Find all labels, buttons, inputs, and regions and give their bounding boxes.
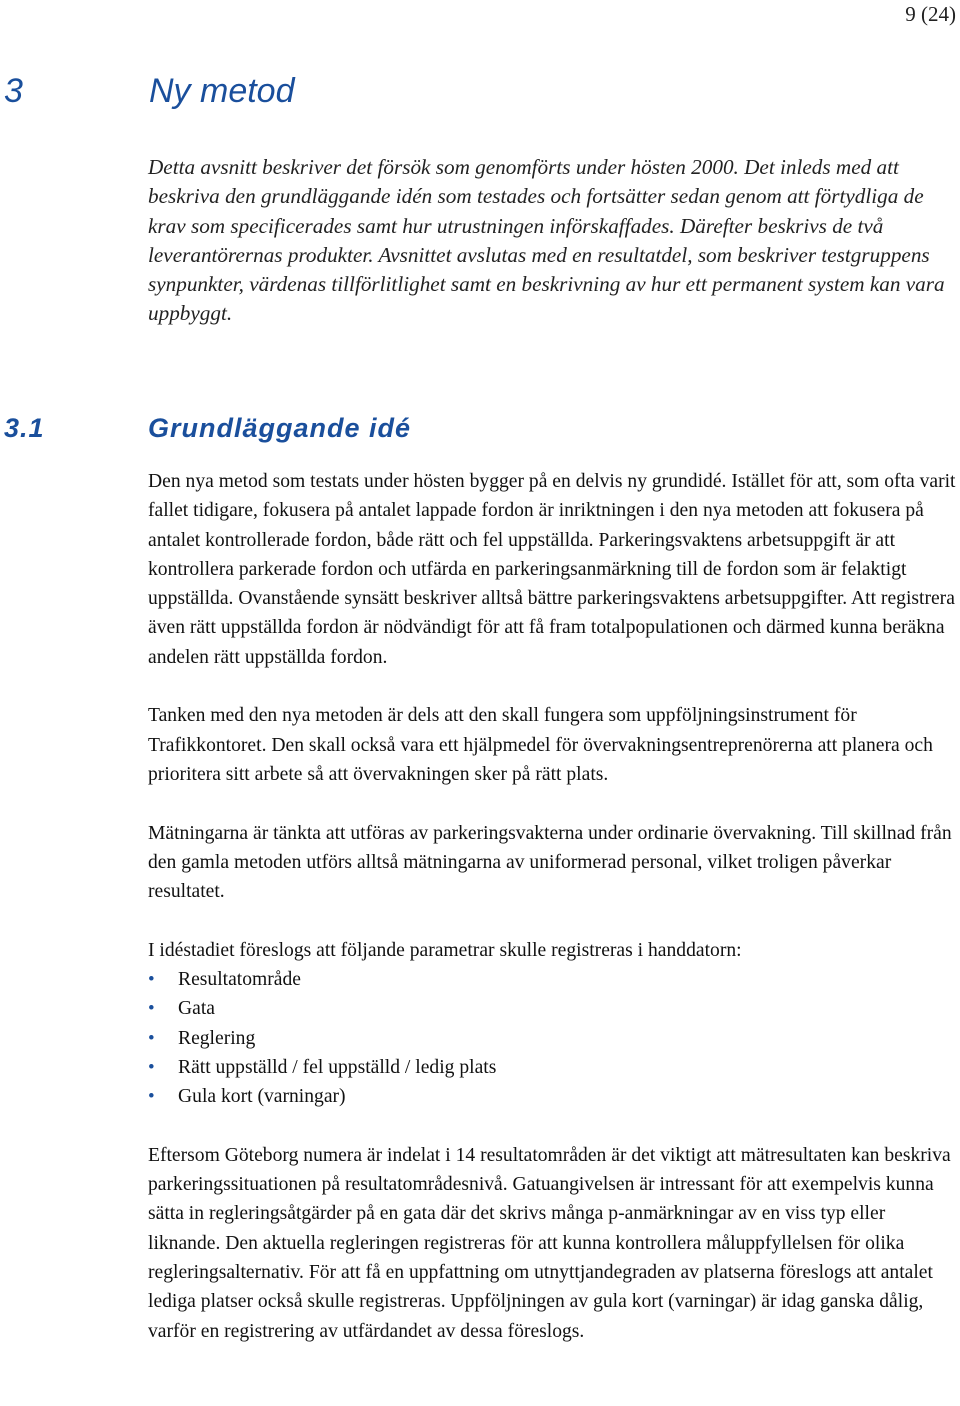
paragraph-parameters-intro: I idéstadiet föreslogs att följande parametrar skulle registreras i handdatorn: (148, 939, 742, 961)
list-item-label: Gata (178, 998, 215, 1020)
list-item (148, 1024, 960, 1053)
page-number: 9 (24) (905, 2, 956, 26)
list-item-label: Resultatområde (178, 969, 301, 991)
paragraph-purpose: Tanken med den nya metoden är dels att den skall fungera som uppföljningsinstrument för Trafikkontoret. Den skall också vara ett hjälpmedel för övervakningsentreprenörerna att planera och prioritera sitt arbete så att övervakningen sker på rätt plats. (148, 705, 933, 785)
bullet-icon: • (148, 998, 155, 1020)
list-item-label: Reglering (178, 1027, 256, 1049)
section-title: Ny metod (149, 72, 295, 110)
bullet-icon: • (148, 1056, 155, 1078)
list-item-label: Gula kort (varningar) (178, 1086, 346, 1108)
section-number: 3 (4, 72, 23, 110)
bullet-icon: • (148, 1086, 155, 1108)
list-item-label: Rätt uppställd / fel uppställd / ledig plats (178, 1056, 497, 1078)
bullet-icon: • (148, 1027, 155, 1049)
section-intro: Detta avsnitt beskriver det försök som genomförts under hösten 2000. Det inleds med att beskriva den grundläggande idén som testades och fortsätter sedan genom att förtydliga de krav som specificerades samt hur utrustningen införskaffades. Därefter beskrivs de två leverantörernas produkter. Avsnittet avslutas med en resultatdel, som beskriver testgruppens synpunkter, värdenas tillförlitlighet samt en beskrivning av hur ett permanent system kan vara uppbyggt. (148, 155, 945, 326)
subsection-title: Grundläggande idé (148, 413, 412, 443)
subsection-body (148, 467, 960, 1375)
list-item (148, 965, 960, 994)
list-item (148, 1082, 960, 1111)
list-item (148, 1053, 960, 1082)
paragraph-basic-idea: Den nya metod som testats under hösten bygger på en delvis ny grundidé. Istället för att, som ofta varit fallet tidigare, fokusera på antalet lappade fordon är inriktningen i den nya metoden att fokusera på antalet kontrollerade fordon, både rätt och fel uppställda. Parkeringsvaktens arbetsuppgift är att kontrollera parkerade fordon och utfärda en parkeringsanmärkning till de fordon som är felaktigt uppställda. Ovanstående synsätt beskriver alltså bättre parkeringsvaktens arbetsuppgifter. Att registrera även rätt uppställda fordon är nödvändigt för att få fram totalpopulationen och därmed kunna beräkna andelen rätt uppställda fordon. (148, 471, 956, 668)
subsection-number: 3.1 (4, 413, 45, 443)
parameter-list (148, 965, 960, 1111)
bullet-icon: • (148, 969, 155, 991)
section-heading (4, 72, 704, 111)
list-item (148, 994, 960, 1023)
paragraph-measurement: Mätningarna är tänkta att utföras av parkeringsvakterna under ordinarie övervakning. Till skillnad från den gamla metoden utförs alltså mätningarna av uniformerad personal, vilket troligen påverkar resultatet. (148, 822, 952, 903)
subsection-heading (4, 413, 704, 444)
paragraph-result-areas: Eftersom Göteborg numera är indelat i 14 resultatområden är det viktigt att mätresultaten kan beskriva parkeringssituationen på resultatområdesnivå. Gatuangivelsen är intressant för att exempelvis kunna sätta in regleringsåtgärder på en gata där det skrivs många p-anmärkningar av en viss typ eller liknande. Den aktuella regleringen registreras för att kunna kontrollera måluppfyllelsen för olika regleringsalternativ. För att få en uppfattning om utnyttjandegraden av platserna föreslogs att antalet lediga platser också skulle registreras. Uppföljningen av gula kort (varningar) är idag ganska dålig, varför en registrering av utfärdandet av dessa föreslogs. (148, 1144, 951, 1342)
